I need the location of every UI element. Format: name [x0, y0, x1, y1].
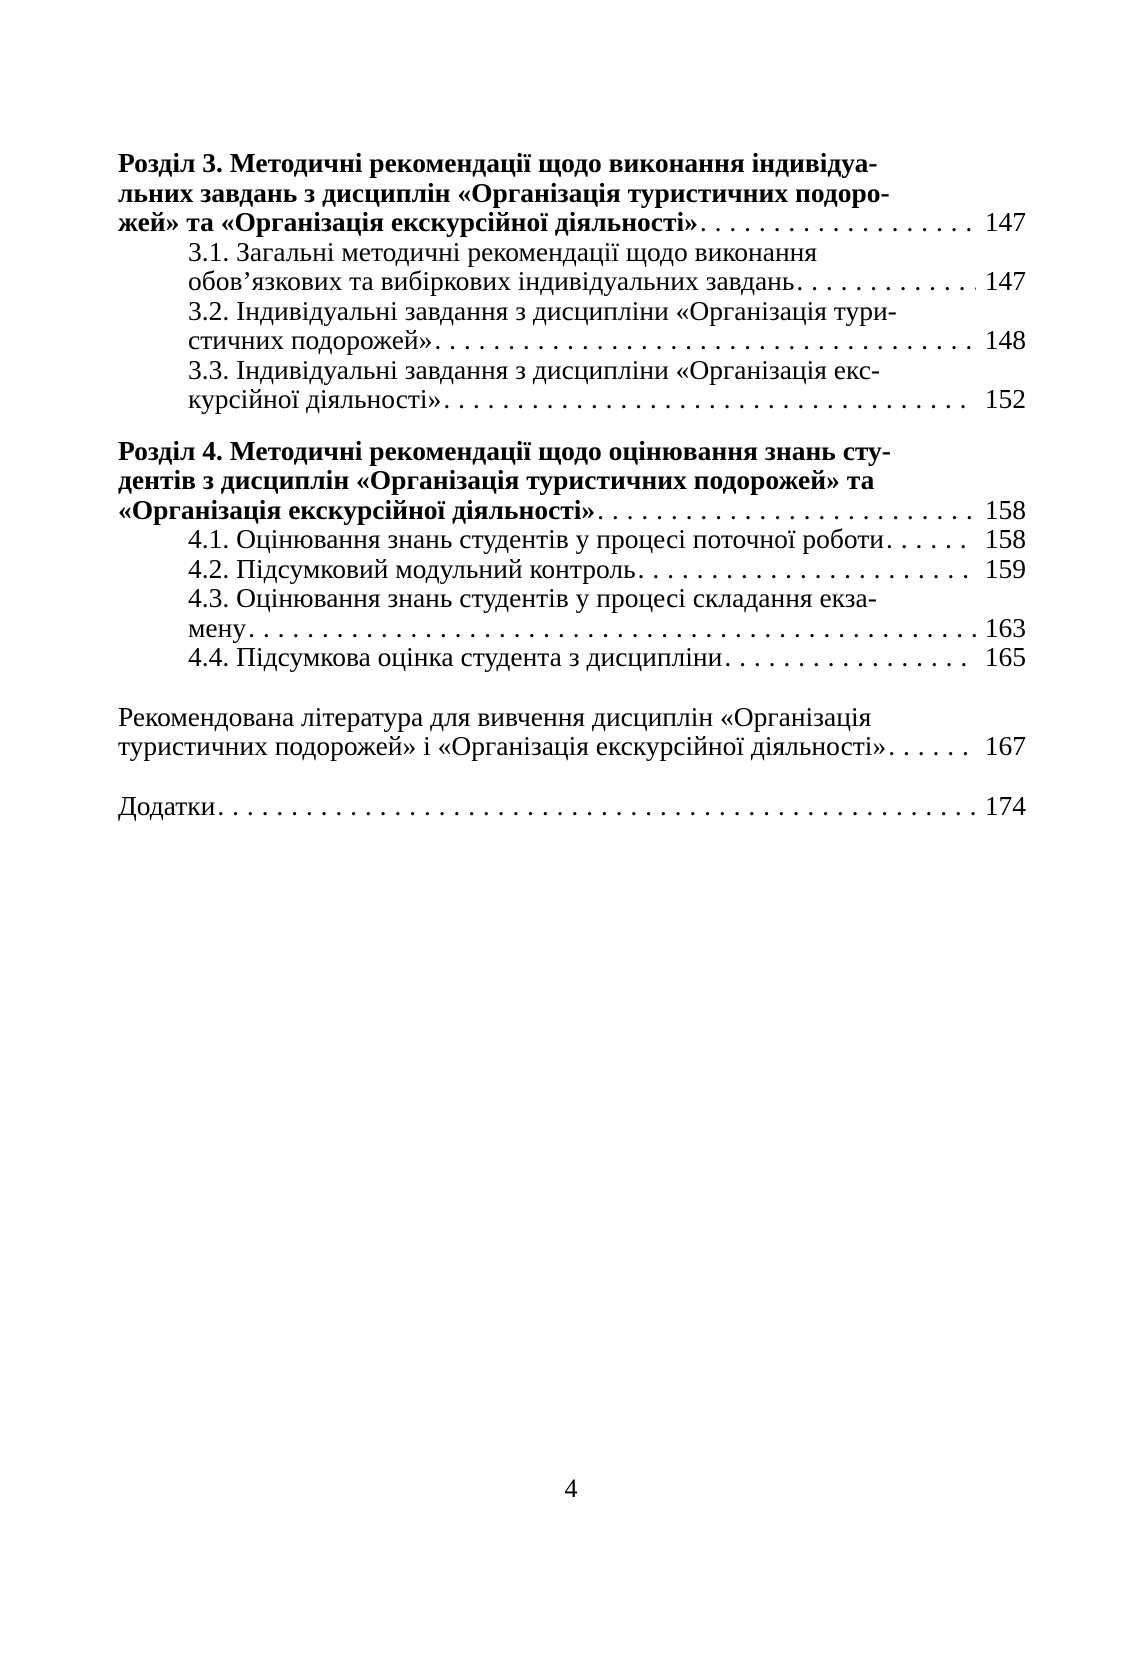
- toc-entry-text: «Організація екскурсійної діяльності»: [118, 493, 596, 525]
- dot-leader: [597, 495, 976, 525]
- toc-entry-3-2[interactable]: [118, 296, 1026, 355]
- toc-line: [118, 436, 1026, 466]
- toc-line: [118, 148, 1026, 178]
- toc-entry-text: 3.3. Індивідуальні завдання з дисципліни «Організація екс-: [188, 353, 881, 385]
- toc-entry-text: Додатки: [118, 789, 216, 821]
- dot-leader: [700, 207, 976, 237]
- toc-page-number: 147: [984, 265, 1026, 296]
- toc-entry-literature[interactable]: [118, 702, 1026, 761]
- dot-leader: [724, 642, 976, 672]
- dot-leader: [888, 731, 976, 761]
- toc-line: [188, 355, 1026, 385]
- toc-entry-3-3[interactable]: [118, 355, 1026, 414]
- toc-entry-4-2[interactable]: [118, 554, 1026, 584]
- toc-line: [188, 524, 1026, 554]
- toc-line: [188, 613, 1026, 643]
- toc-entry-text: льних завдань з дисциплін «Організація туристичних подоро-: [118, 176, 890, 208]
- toc-entry-text: 4.3. Оцінювання знань студентів у процесі складання екза-: [188, 582, 877, 613]
- toc-line: [118, 495, 1026, 525]
- toc-line: [118, 791, 1026, 821]
- toc-line: [188, 325, 1026, 355]
- toc-page-number: 165: [984, 641, 1026, 672]
- toc-page-number: 147: [984, 206, 1026, 237]
- toc-entry-4-4[interactable]: [118, 642, 1026, 672]
- toc-entry-text: курсійної діяльності»: [188, 383, 442, 414]
- toc-page-number: 159: [984, 552, 1026, 584]
- page-number: 4: [564, 1474, 578, 1503]
- toc-line: [188, 642, 1026, 672]
- toc-entry-section-4[interactable]: [118, 436, 1026, 525]
- toc-page-number: 152: [984, 383, 1026, 414]
- dot-leader: [886, 524, 976, 554]
- toc-entry-4-1[interactable]: [118, 524, 1026, 554]
- dot-leader: [796, 266, 976, 296]
- dot-leader: [638, 554, 976, 584]
- toc-entry-text: обов’язкових та вибіркових індивідуальних завдань: [188, 265, 795, 296]
- toc-page-number: 148: [984, 324, 1026, 355]
- toc-entry-text: стичних подорожей»: [188, 324, 433, 355]
- toc-line: [188, 554, 1026, 584]
- toc-page-number: 167: [984, 730, 1026, 761]
- toc-entry-text: туристичних подорожей» і «Організація екскурсійної діяльності»: [118, 730, 887, 761]
- toc-line: [118, 465, 1026, 495]
- toc-line: [118, 702, 1026, 732]
- toc-entry-text: Розділ 4. Методичні рекомендації щодо оцінювання знань сту-: [118, 434, 891, 466]
- toc-page-number: 158: [984, 523, 1026, 554]
- toc-entry-text: 3.2. Індивідуальні завдання з дисципліни «Організація тури-: [188, 294, 897, 326]
- toc-page-number: 163: [984, 611, 1026, 643]
- toc-entry-text: дентів з дисциплін «Організація туристичних подорожей» та: [118, 464, 875, 495]
- toc-page-number: 174: [984, 789, 1026, 821]
- toc-page-number: 158: [984, 493, 1026, 525]
- dot-leader: [248, 613, 976, 643]
- toc-entry-appendices[interactable]: [118, 791, 1026, 821]
- toc-line: [118, 731, 1026, 761]
- dot-leader: [434, 325, 976, 355]
- toc-line: [188, 266, 1026, 296]
- toc-entry-3-1[interactable]: [118, 237, 1026, 296]
- toc-entry-text: мену: [188, 611, 247, 643]
- toc-entry-text: жей» та «Організація екскурсійної діяльності»: [118, 206, 698, 237]
- toc-line: [188, 384, 1026, 414]
- dot-leader: [217, 791, 976, 821]
- toc-entry-section-3[interactable]: [118, 148, 1026, 237]
- toc-entry-text: 4.4. Підсумкова оцінка студента з дисципліни: [188, 641, 723, 672]
- toc-line: [118, 178, 1026, 208]
- toc-entry-text: 4.1. Оцінювання знань студентів у процесі поточної роботи: [188, 523, 885, 554]
- toc-entry-text: Розділ 3. Методичні рекомендації щодо виконання індивідуа-: [118, 147, 878, 178]
- toc-line: [118, 207, 1026, 237]
- toc-line: [188, 237, 1026, 267]
- toc-entry-text: 3.1. Загальні методичні рекомендації щодо виконання: [188, 235, 818, 267]
- toc-line: [188, 583, 1026, 613]
- dot-leader: [443, 384, 976, 414]
- toc-entry-text: 4.2. Підсумковий модульний контроль: [188, 552, 636, 584]
- table-of-contents: [118, 148, 1026, 820]
- toc-entry-text: Рекомендована література для вивчення дисциплін «Організація: [118, 700, 872, 732]
- toc-line: [188, 296, 1026, 326]
- toc-entry-4-3[interactable]: [118, 583, 1026, 642]
